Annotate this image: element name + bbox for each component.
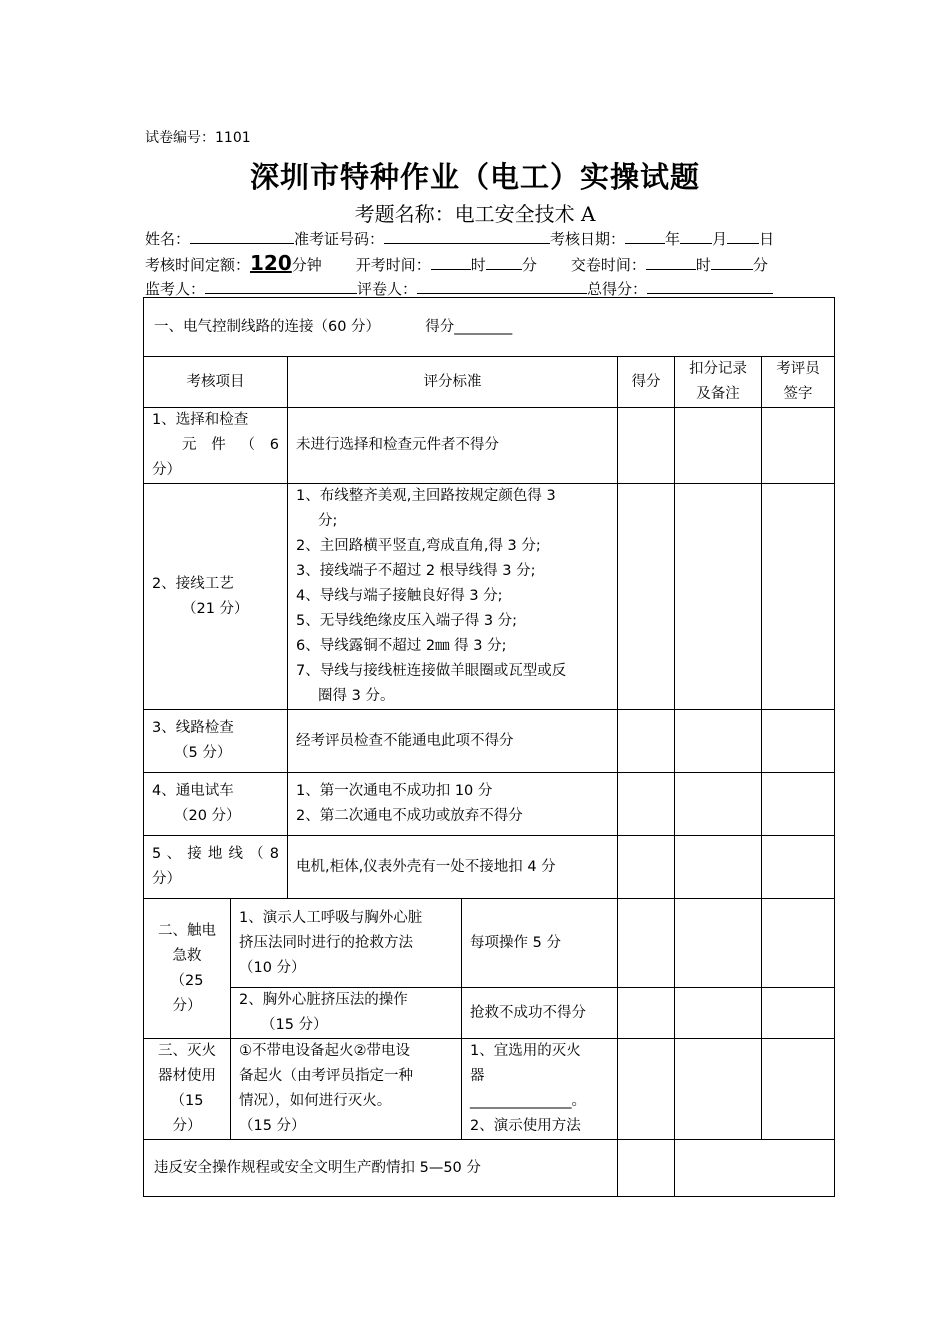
- score-field[interactable]: [618, 899, 675, 988]
- col-item-header: 考核项目: [144, 357, 288, 408]
- name-label: 姓名：: [145, 230, 191, 248]
- signature-field[interactable]: [762, 988, 835, 1039]
- item-text: 分）: [152, 871, 181, 887]
- signature-field[interactable]: [762, 1039, 835, 1140]
- criteria-cell: [462, 1039, 618, 1140]
- item-cell: [144, 836, 288, 899]
- criteria-cell: 抢救不成功不得分: [462, 988, 618, 1039]
- item-text: 挤压法同时进行的抢救方法: [239, 934, 413, 951]
- proctor-label: 监考人：: [145, 280, 206, 298]
- section3-label-cell: [144, 1039, 231, 1140]
- criteria-line: 3、接线端子不超过 2 根导线得 3 分;: [296, 563, 536, 579]
- section1-header-row: [144, 298, 835, 357]
- table-row: [144, 710, 835, 773]
- col-deduction-header: [675, 357, 762, 408]
- year-field[interactable]: [625, 229, 665, 244]
- criteria-cell: [288, 773, 618, 836]
- criteria-cell: 经考评员检查不能通电此项不得分: [288, 710, 618, 773]
- criteria-cell: [288, 484, 618, 710]
- col-signature-line2: 签字: [783, 386, 813, 402]
- exam-subtitle: 考题名称：电工安全技术 A: [354, 202, 596, 226]
- score-field[interactable]: [618, 836, 675, 899]
- criteria-line: 圈得 3 分。: [318, 688, 395, 704]
- section1-title: 一、电气控制线路的连接（60 分）: [154, 318, 381, 335]
- criteria-line: 器: [470, 1068, 485, 1084]
- signature-field[interactable]: [762, 408, 835, 484]
- table-row: [144, 836, 835, 899]
- section1-score: 得分________: [425, 318, 513, 335]
- signature-field[interactable]: [762, 710, 835, 773]
- criteria-line: 4、导线与端子接触良好得 3 分;: [296, 588, 503, 604]
- deduction-field[interactable]: [675, 408, 762, 484]
- table-row: [144, 1039, 835, 1140]
- section2-label: 二、触电: [158, 922, 216, 939]
- deduction-field[interactable]: [675, 1039, 762, 1140]
- criteria-line: 分;: [318, 513, 338, 529]
- name-field[interactable]: [190, 229, 294, 244]
- item-text: （15 分）: [261, 1017, 328, 1033]
- quota-unit: 分钟: [291, 256, 322, 274]
- col-signature-line1: 考评员: [776, 361, 820, 377]
- item-text: 元 件 （ 6: [182, 437, 279, 453]
- signature-field[interactable]: [762, 899, 835, 988]
- staff-info-line: [145, 278, 773, 299]
- admission-label: 准考证号码：: [294, 230, 385, 248]
- section2-label: 急救: [172, 947, 202, 964]
- score-field[interactable]: [618, 710, 675, 773]
- section3-label: 分）: [172, 1118, 202, 1134]
- submit-hour-field[interactable]: [646, 255, 696, 270]
- quota-label: 考核时间定额：: [145, 256, 251, 274]
- submit-minute-field[interactable]: [711, 255, 753, 270]
- page-title: 深圳市特种作业（电工）实操试题: [249, 160, 700, 194]
- criteria-cell: 未进行选择和检查元件者不得分: [288, 408, 618, 484]
- criteria-line: 5、无导线绝缘皮压入端子得 3 分;: [296, 613, 518, 629]
- item-text: 4、通电试车: [152, 783, 234, 799]
- item-cell: [144, 773, 288, 836]
- deduction-field[interactable]: [675, 773, 762, 836]
- month-field[interactable]: [680, 229, 712, 244]
- item-cell: [231, 899, 462, 988]
- item-cell: [144, 484, 288, 710]
- item-text: 分）: [152, 462, 181, 478]
- score-field[interactable]: [618, 408, 675, 484]
- total-score-label: 总得分：: [587, 280, 648, 298]
- item-text: 3、线路检查: [152, 720, 234, 736]
- section3-label: 三、灭火: [158, 1043, 216, 1059]
- section2-label: （25: [170, 972, 204, 989]
- criteria-line: 7、导线与接线桩连接做羊眼圈或瓦型或反: [296, 663, 567, 679]
- item-text: 情况），如何进行灭火。: [239, 1093, 392, 1109]
- submit-minute-label: 分: [752, 256, 768, 274]
- col-criteria-header: 评分标准: [288, 357, 618, 408]
- admission-number-field[interactable]: [384, 229, 550, 244]
- table-row: [144, 988, 835, 1039]
- section1-header: [144, 298, 835, 357]
- month-label: 月: [712, 230, 728, 248]
- table-row: [144, 484, 835, 710]
- section2-label: 分）: [172, 997, 202, 1014]
- submit-time-label: 交卷时间：: [570, 256, 646, 274]
- item-text: 1、演示人工呼吸与胸外心脏: [239, 909, 423, 926]
- grader-field[interactable]: [417, 279, 587, 294]
- criteria-line: 2、主回路横平竖直,弯成直角,得 3 分;: [296, 538, 541, 554]
- deduction-field[interactable]: [675, 484, 762, 710]
- criteria-line: 1、布线整齐美观,主回路按规定颜色得 3: [296, 488, 556, 504]
- criteria-line: 2、第二次通电不成功或放弃不得分: [296, 808, 523, 824]
- submit-hour-label: 时: [695, 256, 711, 274]
- item-text: （5 分）: [174, 745, 232, 761]
- item-cell: [231, 988, 462, 1039]
- criteria-line: ______________。: [470, 1093, 586, 1109]
- criteria-cell: 每项操作 5 分: [462, 899, 618, 988]
- start-minute-label: 分: [521, 256, 537, 274]
- item-text: （20 分）: [174, 808, 241, 824]
- col-deduction-line1: 扣分记录: [689, 361, 747, 377]
- table-row: [144, 899, 835, 988]
- paper-serial-number: 试卷编号：1101: [145, 130, 251, 146]
- violation-row: [144, 1140, 835, 1197]
- total-score-field[interactable]: [647, 279, 773, 294]
- deduction-field[interactable]: [675, 710, 762, 773]
- signature-field[interactable]: [762, 484, 835, 710]
- section3-label: 器材使用: [158, 1068, 216, 1084]
- year-label: 年: [665, 230, 681, 248]
- start-hour-field[interactable]: [431, 255, 471, 270]
- violation-text: 违反安全操作规程或安全文明生产酌情扣 5—50 分: [144, 1140, 618, 1197]
- criteria-line: 2、演示使用方法: [470, 1118, 581, 1134]
- column-header-row: [144, 357, 835, 408]
- proctor-field[interactable]: [205, 279, 357, 294]
- score-field[interactable]: [618, 1039, 675, 1140]
- criteria-cell: 电机,柜体,仪表外壳有一处不接地扣 4 分: [288, 836, 618, 899]
- item-cell: [144, 408, 288, 484]
- item-text: 2、接线工艺: [152, 575, 234, 592]
- item-cell: [231, 1039, 462, 1140]
- quota-value: 120: [250, 251, 292, 275]
- day-field[interactable]: [727, 229, 759, 244]
- deduction-field[interactable]: [675, 836, 762, 899]
- signature-field[interactable]: [762, 836, 835, 899]
- item-text: 5 、 接 地 线 （ 8: [152, 846, 279, 862]
- col-score-header: 得分: [618, 357, 675, 408]
- score-field[interactable]: [618, 484, 675, 710]
- table-row: [144, 408, 835, 484]
- time-info-line: [145, 251, 768, 275]
- table-row: [144, 773, 835, 836]
- deduction-field[interactable]: [675, 988, 762, 1039]
- item-text: 备起火（由考评员指定一种: [239, 1068, 413, 1084]
- candidate-info-line: [145, 228, 774, 249]
- criteria-line: 1、第一次通电不成功扣 10 分: [296, 783, 493, 799]
- score-field[interactable]: [618, 988, 675, 1039]
- col-deduction-line2: 及备注: [696, 386, 740, 402]
- date-label: 考核日期：: [550, 230, 626, 248]
- criteria-line: 6、导线露铜不超过 2㎜ 得 3 分;: [296, 638, 507, 654]
- signature-field[interactable]: [762, 773, 835, 836]
- item-text: （10 分）: [239, 959, 306, 976]
- col-signature-header: [762, 357, 835, 408]
- section2-label-cell: [144, 899, 231, 1039]
- item-text: 1、选择和检查: [152, 412, 249, 428]
- item-text: （15 分）: [239, 1118, 306, 1134]
- start-time-label: 开考时间：: [355, 256, 431, 274]
- scoring-table: [143, 297, 835, 1197]
- item-text: ①不带电设备起火②带电设: [239, 1043, 410, 1059]
- criteria-line: 1、宜选用的灭火: [470, 1043, 581, 1059]
- item-text: 2、胸外心脏挤压法的操作: [239, 992, 408, 1008]
- start-hour-label: 时: [470, 256, 486, 274]
- day-label: 日: [759, 230, 775, 248]
- score-field[interactable]: [618, 1140, 675, 1197]
- start-minute-field[interactable]: [486, 255, 522, 270]
- grader-label: 评卷人：: [357, 280, 418, 298]
- remarks-field[interactable]: [675, 1140, 835, 1197]
- section3-label: （15: [170, 1093, 204, 1109]
- score-field[interactable]: [618, 773, 675, 836]
- deduction-field[interactable]: [675, 899, 762, 988]
- item-cell: [144, 710, 288, 773]
- item-text: （21 分）: [182, 600, 249, 617]
